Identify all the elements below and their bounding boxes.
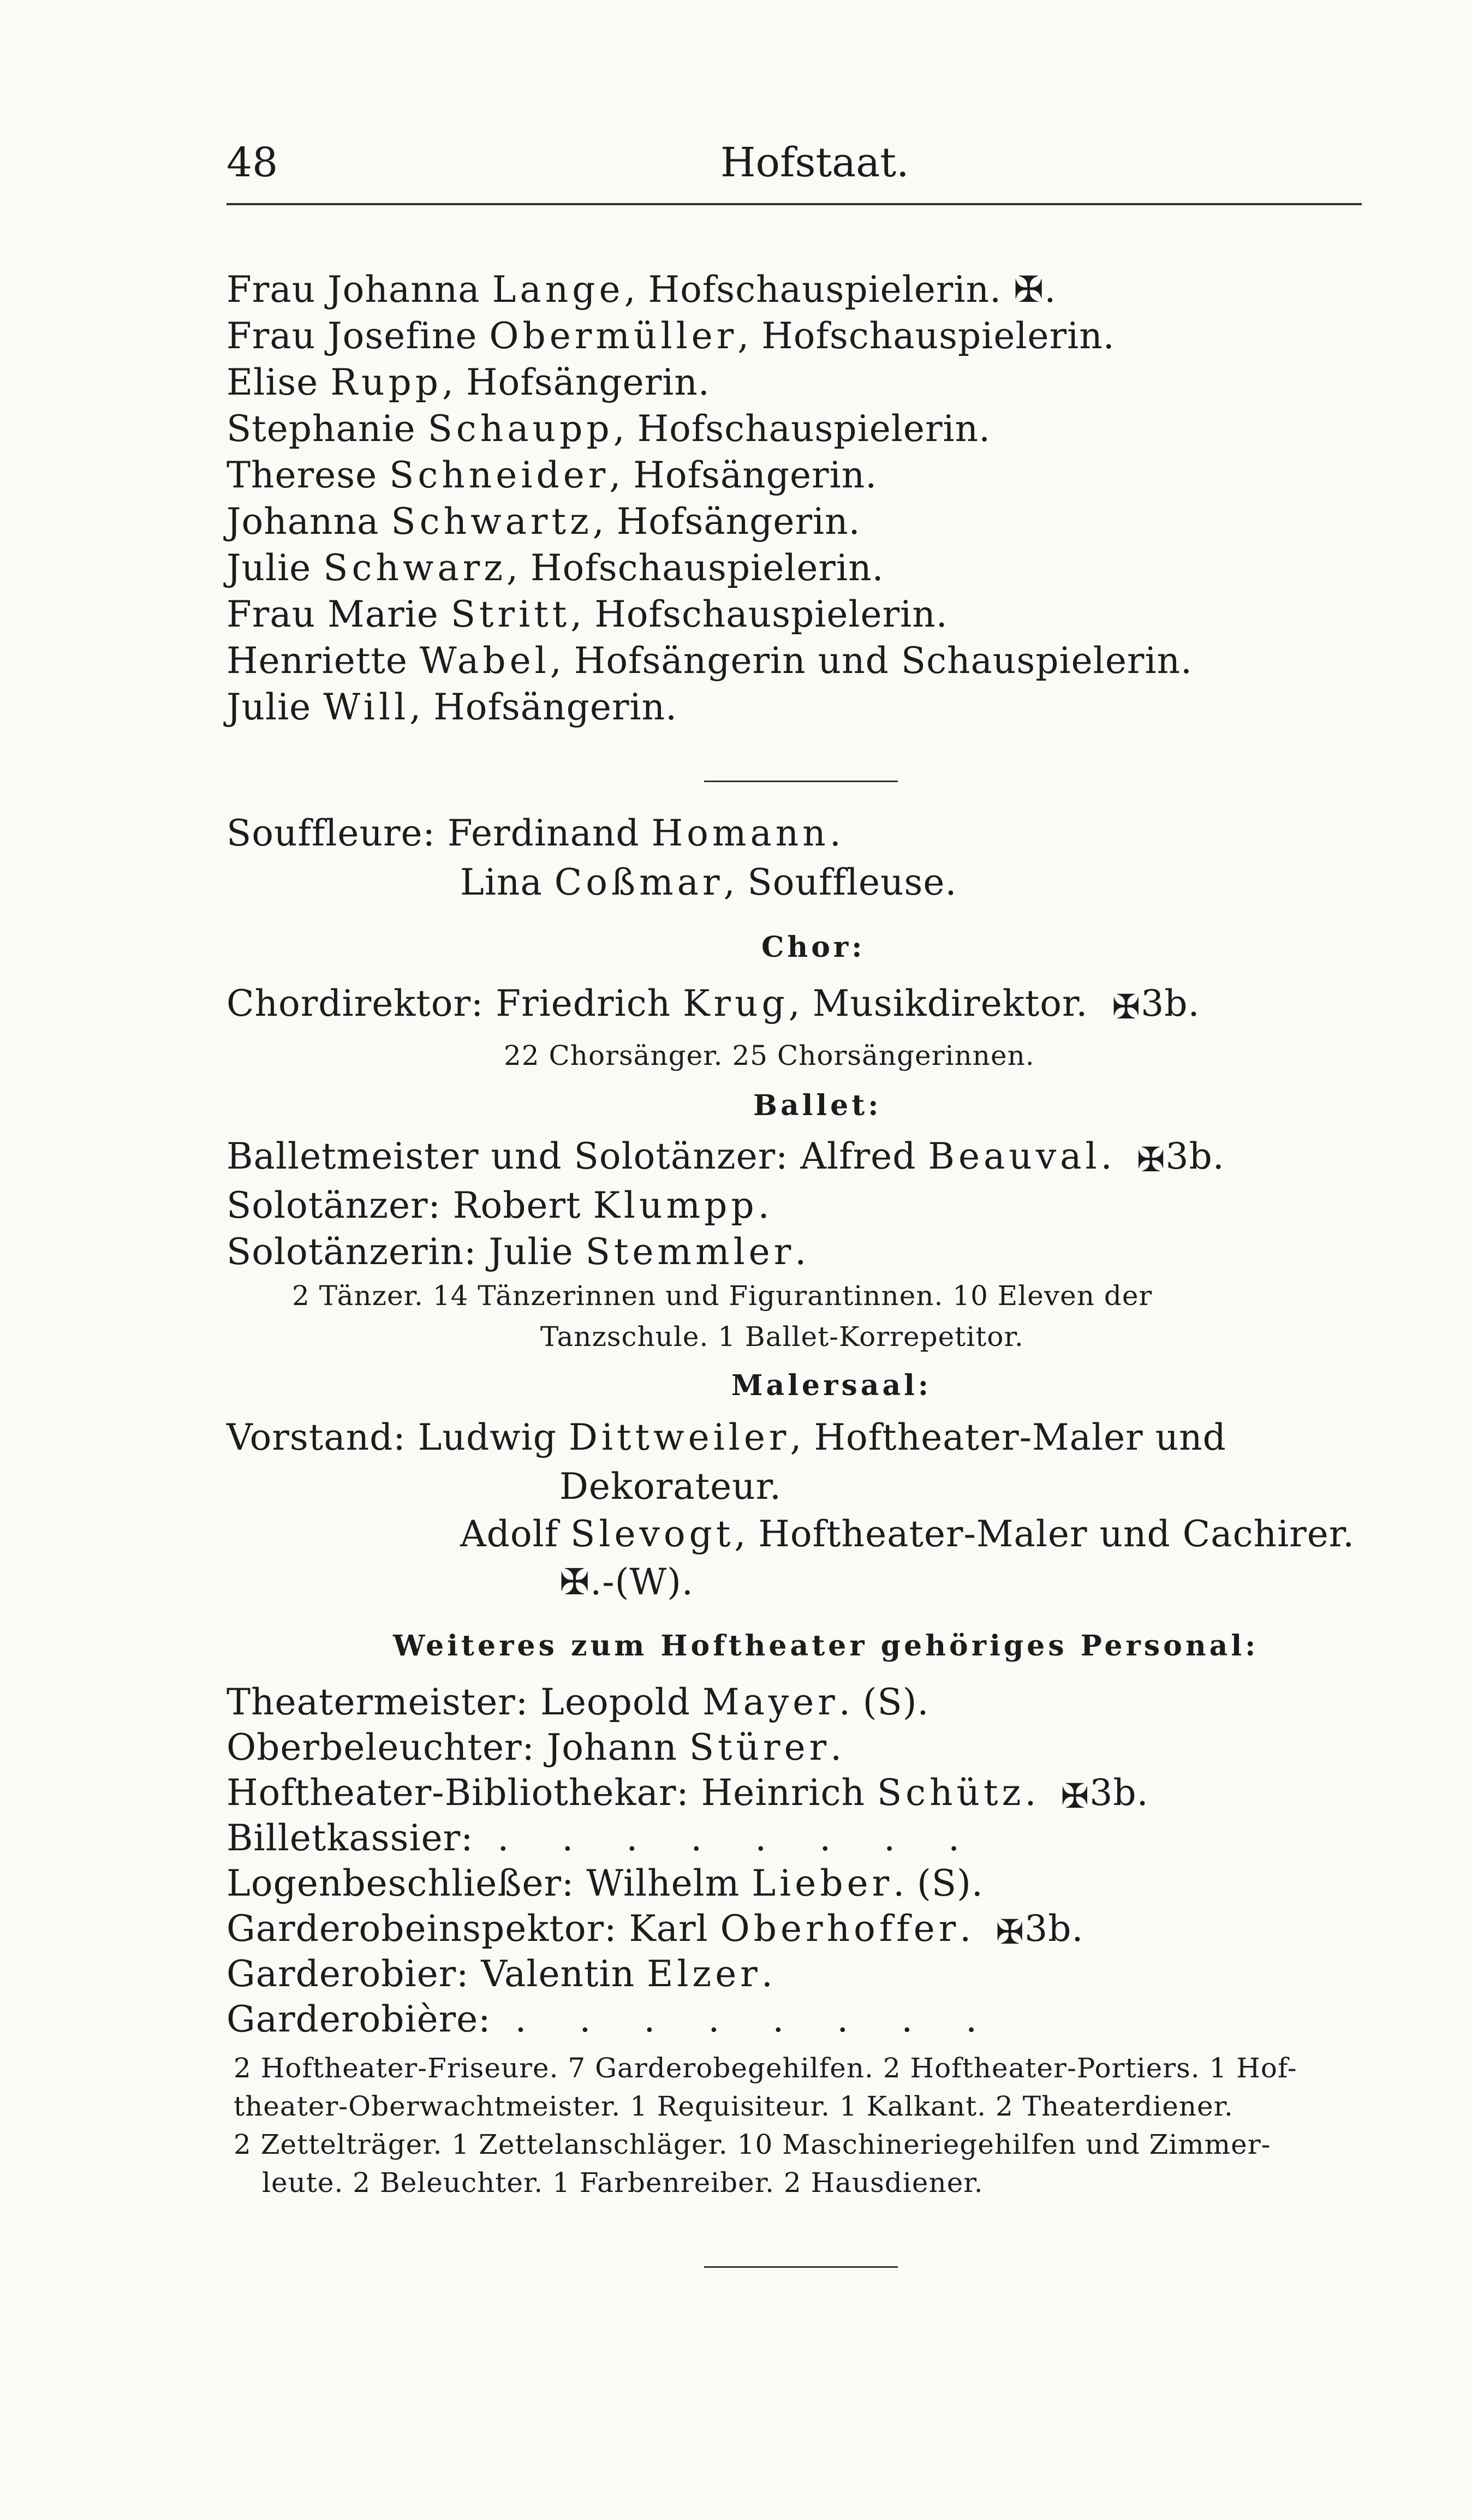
section-heading-ballet: Ballet: [753,1089,882,1122]
list-item: Johanna Schwartz, Hofsängerin. [227,501,861,543]
chor-director-line: Chordirektor: Friedrich Krug, Musikdirektor. ✠3b. [227,982,1200,1027]
ballet-line-2: Solotänzer: Robert Klumpp. [227,1184,770,1226]
ballet-note-1: 2 Tänzer. 14 Tänzerinnen und Figurantinnen. 10 Eleven der [292,1280,1153,1312]
order-class: 3b. [1141,982,1200,1024]
personal-note-1: 2 Hoftheater-Friseure. 7 Garderobegehilfen. 2 Hoftheater-Portiers. 1 Hof- [234,2052,1297,2084]
cross-icon: ✠. [1014,269,1057,311]
ballet-line-1: Balletmeister und Solotänzer: Alfred Beauval. ✠3b. [227,1135,1225,1179]
personal-line-8: Garderobière: . . . . . . . . [227,1998,998,2040]
order-cross-icon: ✠ [1060,1776,1090,1816]
malersaal-decorations: ✠.-(W). [559,1561,694,1603]
personal-line-2: Oberbeleuchter: Johann Stürer. [227,1726,843,1768]
section-heading-chor: Chor: [761,931,866,964]
running-title: Hofstaat. [720,139,909,186]
list-item: Therese Schneider, Hofsängerin. [227,454,878,496]
page-number: 48 [227,139,278,186]
personal-line-4: Billetkassier: . . . . . . . . [227,1817,981,1859]
personal-note-4: leute. 2 Beleuchter. 1 Farbenreiber. 2 Hausdiener. [262,2167,984,2199]
order-cross-icon: ✠ [996,1911,1025,1952]
malersaal-line-3: Adolf Slevogt, Hoftheater-Maler und Cachirer. [460,1513,1355,1555]
chor-note: 22 Chorsänger. 25 Chorsängerinnen. [504,1040,1035,1071]
souffleure-line-2: Lina Coßmar, Souffleuse. [460,861,957,903]
malersaal-line-1: Vorstand: Ludwig Dittweiler, Hoftheater-Maler und [227,1416,1226,1458]
order-cross-icon: ✠ [1112,986,1141,1027]
section-divider [704,781,898,782]
order-cross-icon: ✠ [1136,1139,1166,1179]
personal-line-6: Garderobeinspektor: Karl Oberhoffer. ✠3b. [227,1908,1084,1952]
section-divider [704,2266,898,2268]
list-item: Stephanie Schaupp, Hofschauspielerin. [227,408,991,450]
personal-line-7: Garderobier: Valentin Elzer. [227,1953,773,1995]
list-item: Frau Josefine Obermüller, Hofschauspielerin. [227,315,1115,357]
malersaal-line-2: Dekorateur. [559,1465,782,1508]
personal-line-3: Hoftheater-Bibliothekar: Heinrich Schütz. ✠3b. [227,1772,1149,1816]
personal-note-3: 2 Zettelträger. 1 Zettelanschläger. 10 Maschineriegehilfen und Zimmer- [234,2129,1271,2160]
personal-line-1: Theatermeister: Leopold Mayer. (S). [227,1681,929,1723]
list-item: Elise Rupp, Hofsängerin. [227,361,710,403]
section-heading-malersaal: Malersaal: [731,1369,932,1402]
list-item: Julie Will, Hofsängerin. [227,686,678,728]
personal-note-2: theater-Oberwachtmeister. 1 Requisiteur. 1 Kalkant. 2 Theaterdiener. [234,2090,1233,2122]
header-rule [227,203,1362,205]
medal-icon: (S). [917,1862,984,1904]
page-header [227,139,1362,199]
list-item: Frau Marie Stritt, Hofschauspielerin. [227,593,948,635]
list-item: Henriette Wabel, Hofsängerin und Schauspielerin. [227,640,1193,682]
section-heading-personal: Weiteres zum Hoftheater gehöriges Personal: [393,1629,1259,1663]
list-item: Julie Schwarz, Hofschauspielerin. [227,547,884,589]
list-item: Frau Johanna Lange, Hofschauspielerin. ✠. [227,269,1057,311]
personal-line-5: Logenbeschließer: Wilhelm Lieber. (S). [227,1862,984,1904]
ballet-line-3: Solotänzerin: Julie Stemmler. [227,1231,807,1273]
ballet-note-2: Tanzschule. 1 Ballet-Korrepetitor. [540,1321,1024,1353]
medal-icon: (S). [862,1681,929,1723]
souffleure-line-1: Souffleure: Ferdinand Homann. [227,812,842,854]
